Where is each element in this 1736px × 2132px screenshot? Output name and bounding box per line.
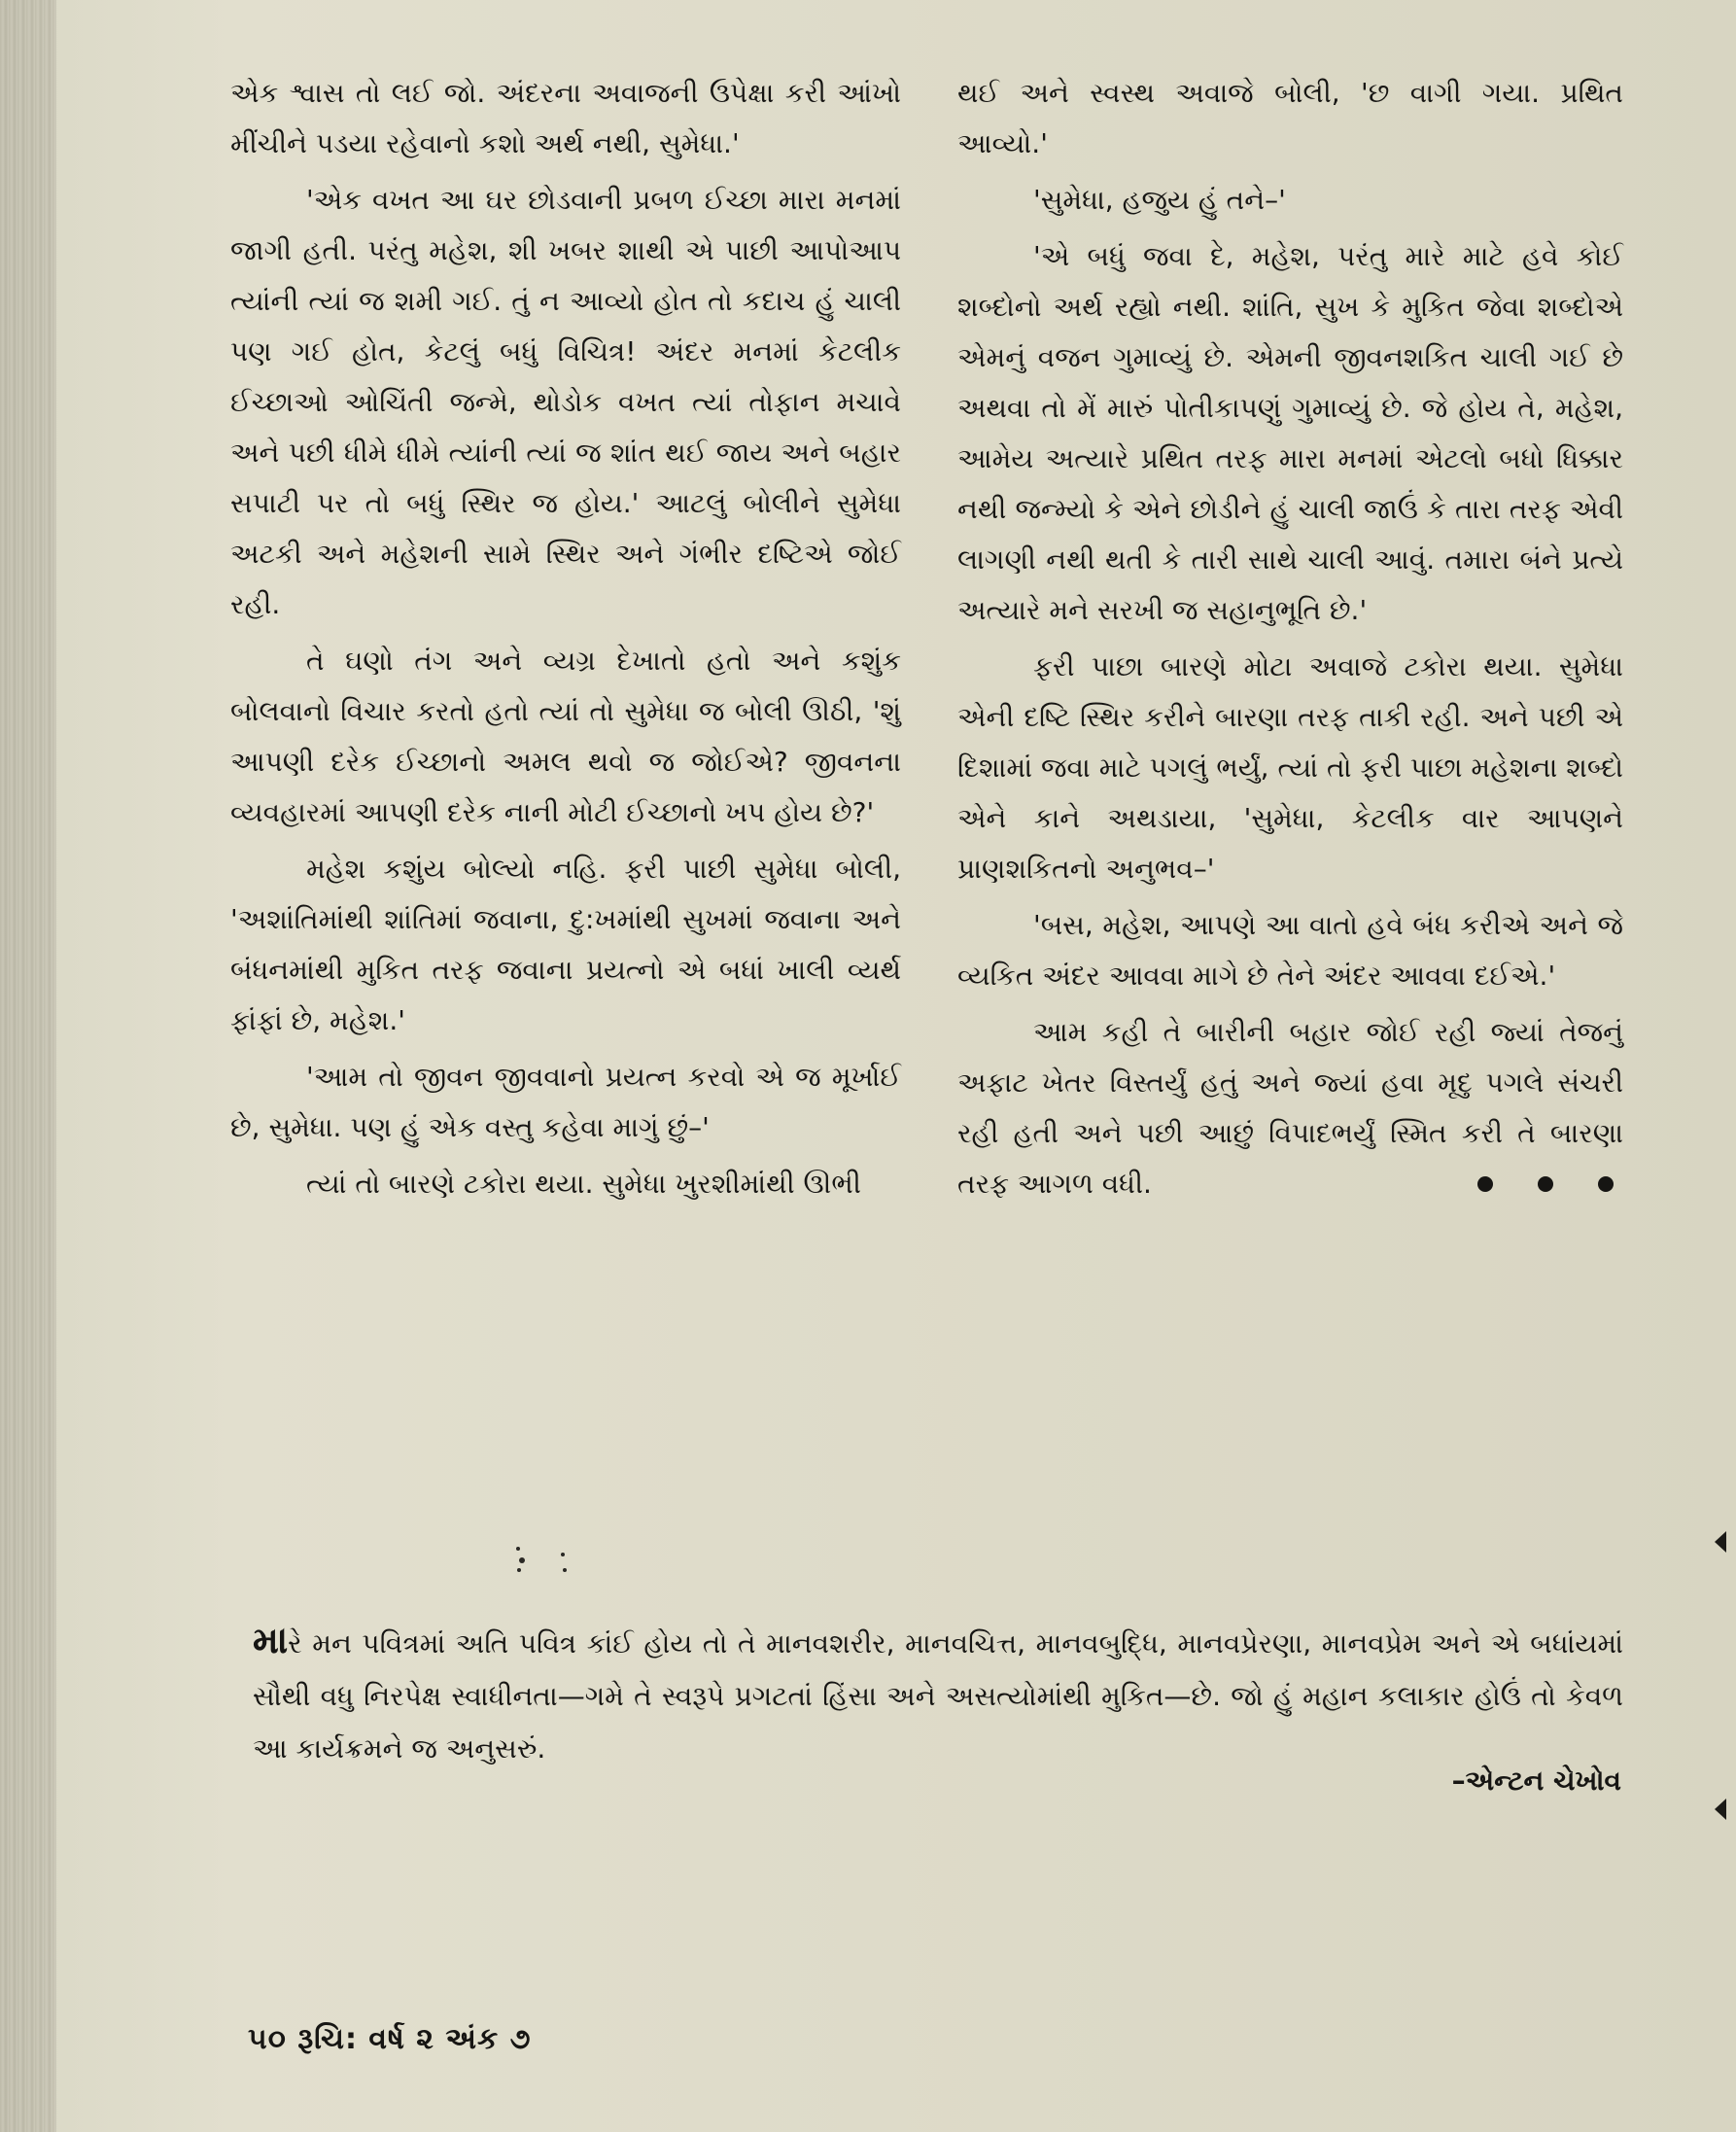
quote-author: –એન્ટન ચેખોવ: [1451, 1765, 1621, 1797]
right-paragraph-2: 'સુમેધા, હજુય હું તને–': [1033, 184, 1286, 216]
left-paragraph-4: મહેશ કશુંય બોલ્યો નહિ. ફરી પાછી સુમેધા બોલી, 'અશાંતિમાંથી શાંતિમાં જવાના, દુ:ખમાંથી સુખમાં જવાના અને બંધનમાંથી મુકિત તરફ જવાના પ્રયત્નો એ બધાં ખાલી વ્યર્થ ફાંફાં છે, મહેશ.': [230, 853, 901, 1036]
left-paragraph-2: 'એક વખત આ ઘર છોડવાની પ્રબળ ઈચ્છા મારા મનમાં જાગી હતી. પરંતુ મહેશ, શી ખબર શાથી એ પાછી આપોઆપ ત્યાંની ત્યાં જ શમી ગઈ. તું ન આવ્યો હોત તો કદાચ હું ચાલી પણ ગઈ હોત, કેટલું બધું વિચિત્ર! અંદર મનમાં કેટલીક ઈચ્છાઓ ઓચિંતી જન્મે, થોડોક વખત ત્યાં તોફાન મચાવે અને પછી ધીમે ધીમે ત્યાંની ત્યાં જ શાંત થઈ જાય અને બહાર સપાટી પર તો બધું સ્થિર જ હોય.' આટલું બોલીને સુમેધા અટકી અને મહેશની સામે સ્થિર અને ગંભીર દષ્ટિએ જોઈ રહી.: [230, 184, 901, 620]
right-paragraph-1: થઈ અને સ્વસ્થ અવાજે બોલી, 'છ વાગી ગયા. પ્રથિત આવ્યો.': [957, 77, 1623, 159]
page-footer: ૫૦ રૂચિ: વર્ષ ૨ અંક ૭: [248, 2022, 532, 2056]
right-paragraph-4: ફરી પાછા બારણે મોટા અવાજે ટકોરા થયા. સુમેધા એની દષ્ટિ સ્થિર કરીને બારણા તરફ તાકી રહી. અને પછી એ દિશામાં જવા માટે પગલું ભર્યું, ત્યાં તો ફરી પાછા મહેશના શબ્દો એને કાને અથડાયા, 'સુમેધા, કેટલીક વાર આપણને પ્રાણશકિતનો અનુભવ–': [957, 650, 1623, 885]
right-paragraph-6: આમ કહી તે બારીની બહાર જોઈ રહી જ્યાં તેજનું અફાટ ખેતર વિસ્તર્યું હતું અને જ્યાં હવા મૃદુ પગલે સંચરી રહી હતી અને પછી આછું વિપાદભર્યું સ્મિત કરી તે બારણા તરફ આગળ વધી.: [957, 1016, 1623, 1200]
left-column: [230, 68, 901, 1215]
right-paragraph-3: 'એ બધું જવા દે, મહેશ, પરંતુ મારે માટે હવે કોઈ શબ્દોનો અર્થ રહ્યો નથી. શાંતિ, સુખ કે મુકિત જેવા શબ્દોએ એમનું વજન ગુમાવ્યું છે. એમની જીવનશકિત ચાલી ગઈ છે અથવા તો મેં મારું પોતીકાપણું ગુમાવ્યું છે. જે હોય તે, મહેશ, આમેય અત્યારે પ્રથિત તરફ મારા મનમાં એટલો બધો ધિક્કાર નથી જન્મ્યો કે એને છોડીને હું ચાલી જાઉં કે તારા તરફ એવી લાગણી નથી થતી કે તારી સાથે ચાલી આવું. તમારા બંને પ્રત્યે અત્યારે મને સરખી જ સહાનુભૂતિ છે.': [957, 240, 1623, 626]
chekhov-quote: [253, 1614, 1623, 1775]
left-paragraph-5: 'આમ તો જીવન જીવવાનો પ્રયત્ન કરવો એ જ મૂર્ખાઈ છે, સુમેધા. પણ હું એક વસ્તુ કહેવા માગું છું–': [230, 1061, 901, 1143]
end-dot: [1538, 1176, 1553, 1192]
left-paragraph-1: એક શ્વાસ તો લઈ જો. અંદરના અવાજની ઉપેક્ષા કરી આંખો મીંચીને પડયા રહેવાનો કશો અર્થ નથી, સુમેધા.': [230, 77, 901, 159]
end-dot: [1598, 1176, 1614, 1192]
ink-specks: [508, 1541, 576, 1580]
end-dot: [1477, 1176, 1493, 1192]
edge-mark: [1715, 1799, 1726, 1820]
quote-text: રે મન પવિત્રમાં અતિ પવિત્ર કાંઈ હોય તો તે માનવશરીર, માનવચિત્ત, માનવબુદ્ધિ, માનવપ્રેરણા, માનવપ્રેમ અને એ બધાંયમાં સૌથી વધુ નિરપેક્ષ સ્વાધીનતા—ગમે તે સ્વરૂપે પ્રગટતાં હિંસા અને અસત્યોમાંથી મુકિત—છે. જો હું મહાન કલાકાર હોઉં તો કેવળ આ કાર્યક્રમને જ અનુસરું.: [253, 1627, 1623, 1765]
page-edge-shadow: [0, 0, 56, 2132]
left-paragraph-3: તે ઘણો તંગ અને વ્યગ્ર દેખાતો હતો અને કશુંક બોલવાનો વિચાર કરતો હતો ત્યાં તો સુમેધા જ બોલી ઊઠી, 'શું આપણી દરેક ઈચ્છાનો અમલ થવો જ જોઈએ? જીવનના વ્યવહારમાં આપણી દરેક નાની મોટી ઈચ્છાનો ખપ હોય છે?': [230, 645, 901, 828]
right-column: [957, 68, 1623, 1200]
right-paragraph-5: 'બસ, મહેશ, આપણે આ વાતો હવે બંધ કરીએ અને જે વ્યકિત અંદર આવવા માગે છે તેને અંદર આવવા દઈએ.': [957, 909, 1623, 992]
edge-mark: [1715, 1531, 1726, 1553]
left-paragraph-6: ત્યાં તો બારણે ટકોરા થયા. સુમેધા ખુરશીમાંથી ઊભી: [306, 1168, 861, 1200]
quote-drop-letters: મા: [253, 1619, 289, 1661]
